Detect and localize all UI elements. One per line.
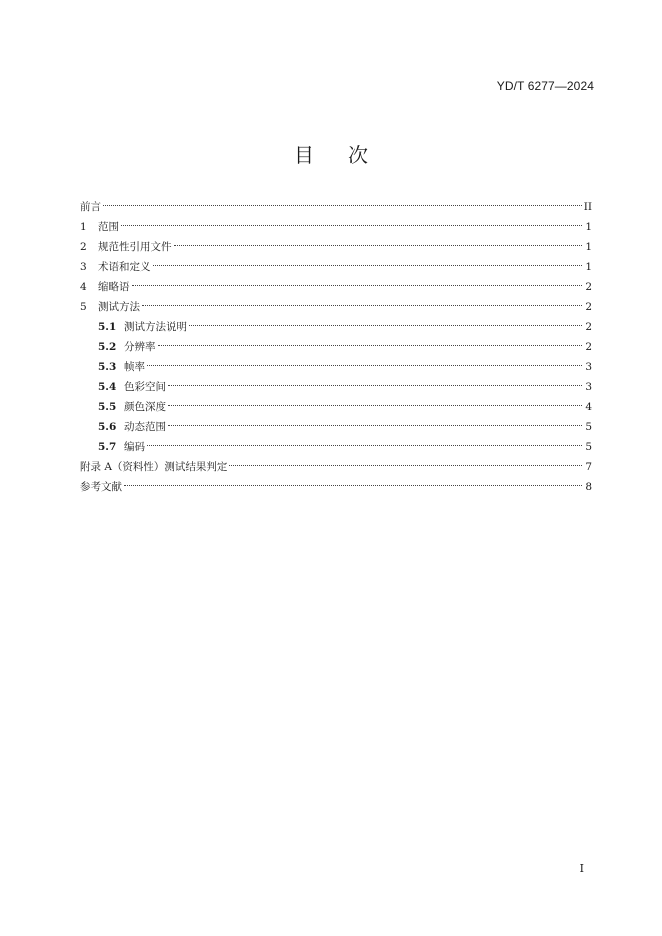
toc-entry-page: 3 — [585, 381, 592, 393]
toc-entry-label: 参考文献 — [80, 481, 122, 493]
toc-entry-label: 缩略语 — [98, 281, 130, 293]
toc-entry-number: 1 — [80, 221, 87, 233]
toc-entry[interactable] — [80, 457, 592, 477]
toc-entry-label: 帧率 — [124, 361, 145, 373]
toc-entry-page: 3 — [585, 361, 592, 373]
toc-entry-page: 5 — [585, 421, 592, 433]
page-number: I — [579, 862, 584, 875]
toc-entry-number: 5.5 — [98, 401, 117, 413]
toc-entry-label: 分辨率 — [124, 341, 156, 353]
toc-entry-number: 5.3 — [98, 361, 117, 373]
toc-entry-page: II — [583, 201, 592, 213]
toc-entry-label: 测试方法 — [98, 301, 140, 313]
toc-entry[interactable] — [80, 317, 592, 337]
toc-entry-number: 5.7 — [98, 441, 117, 453]
toc-entry-label: 色彩空间 — [124, 381, 166, 393]
toc-entry-page: 1 — [585, 241, 592, 253]
toc-dot-leader — [168, 425, 582, 426]
toc-entry-page: 2 — [585, 301, 592, 313]
toc-dot-leader — [168, 385, 582, 386]
toc-dot-leader — [124, 485, 582, 486]
toc-entry[interactable] — [80, 277, 592, 297]
toc-dot-leader — [158, 345, 583, 346]
toc-entry-page: 7 — [585, 461, 592, 473]
toc-entry[interactable] — [80, 377, 592, 397]
toc-entry-number: 2 — [80, 241, 87, 253]
toc-entry-number: 5 — [80, 301, 87, 313]
toc-entry-label: 附录 A（资料性）测试结果判定 — [80, 461, 228, 473]
toc-entry[interactable] — [80, 257, 592, 277]
toc-dot-leader — [168, 405, 582, 406]
toc-entry[interactable] — [80, 357, 592, 377]
toc-entry-page: 5 — [585, 441, 592, 453]
toc-entry-label: 颜色深度 — [124, 401, 166, 413]
toc-entry-number: 5.1 — [98, 321, 117, 333]
toc-entry-label: 术语和定义 — [98, 261, 151, 273]
toc-entry[interactable] — [80, 297, 592, 317]
toc-entry-page: 1 — [585, 261, 592, 273]
toc-entry-page: 2 — [585, 281, 592, 293]
toc-entry-page: 8 — [585, 481, 592, 493]
toc-dot-leader — [147, 365, 582, 366]
toc-entry[interactable] — [80, 217, 592, 237]
toc-dot-leader — [174, 245, 583, 246]
toc-entry-label: 范围 — [98, 221, 119, 233]
document-code: YD/T 6277—2024 — [496, 79, 594, 93]
toc-entry-label: 测试方法说明 — [124, 321, 187, 333]
toc-entry[interactable] — [80, 237, 592, 257]
table-of-contents — [80, 197, 592, 497]
toc-entry-label: 编码 — [124, 441, 145, 453]
toc-entry-label: 前言 — [80, 201, 101, 213]
toc-dot-leader — [142, 305, 582, 306]
toc-dot-leader — [132, 285, 583, 286]
toc-entry-number: 3 — [80, 261, 87, 273]
toc-entry-page: 2 — [585, 321, 592, 333]
toc-entry-number: 5.4 — [98, 381, 117, 393]
toc-dot-leader — [147, 445, 582, 446]
toc-entry[interactable] — [80, 477, 592, 497]
toc-entry-number: 5.2 — [98, 341, 117, 353]
page-title-right: 次 — [348, 143, 368, 167]
toc-entry-page: 4 — [585, 401, 592, 413]
page-title-left: 目 — [294, 143, 314, 167]
toc-entry[interactable] — [80, 397, 592, 417]
toc-entry-label: 动态范围 — [124, 421, 166, 433]
toc-dot-leader — [121, 225, 582, 226]
toc-entry[interactable] — [80, 417, 592, 437]
toc-entry-number: 4 — [80, 281, 87, 293]
toc-entry-page: 2 — [585, 341, 592, 353]
toc-dot-leader — [229, 465, 582, 466]
toc-dot-leader — [189, 325, 582, 326]
toc-entry[interactable] — [80, 337, 592, 357]
page-title — [0, 139, 662, 168]
toc-entry[interactable] — [80, 197, 592, 217]
toc-dot-leader — [103, 205, 582, 206]
toc-entry-page: 1 — [585, 221, 592, 233]
toc-entry-label: 规范性引用文件 — [98, 241, 172, 253]
toc-entry-number: 5.6 — [98, 421, 117, 433]
toc-dot-leader — [153, 265, 583, 266]
toc-entry[interactable] — [80, 437, 592, 457]
